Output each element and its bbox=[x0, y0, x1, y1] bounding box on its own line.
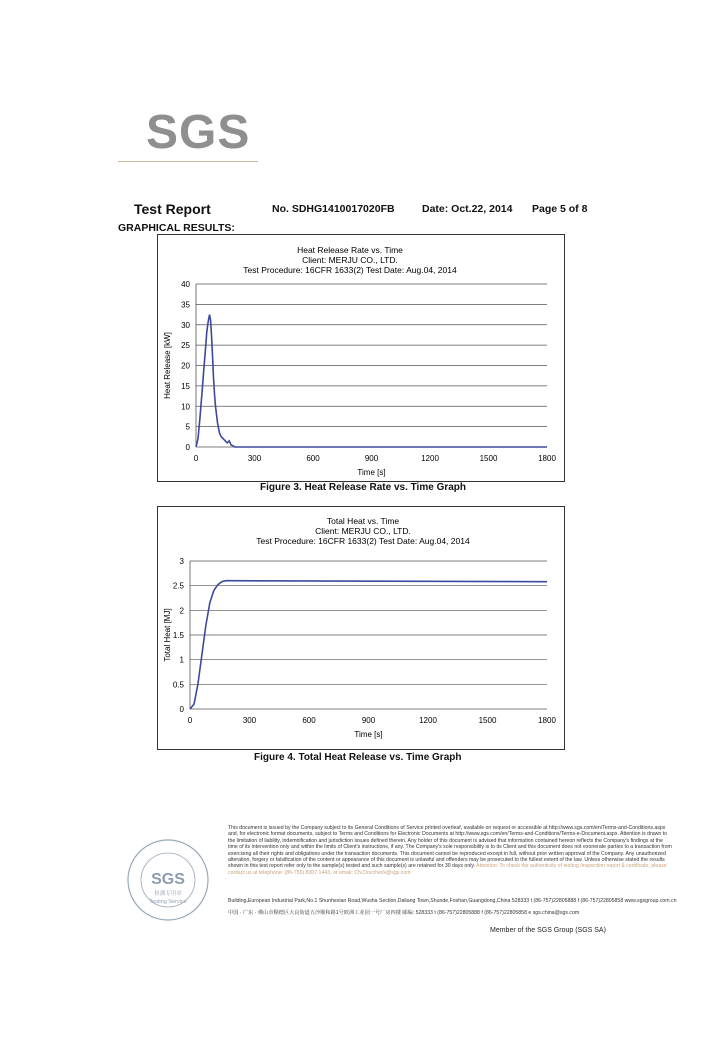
x-tick-label: 1200 bbox=[421, 454, 439, 463]
report-date: Date: Oct.22, 2014 bbox=[422, 203, 513, 215]
y-tick-label: 1.5 bbox=[172, 631, 184, 640]
y-tick-label: 1 bbox=[179, 655, 184, 665]
x-tick-label: 1500 bbox=[478, 716, 497, 725]
y-tick-label: 30 bbox=[181, 320, 190, 330]
y-tick-label: 0 bbox=[179, 705, 184, 714]
y-tick-label: 2.5 bbox=[172, 581, 184, 591]
chart-subtitle-client: Client: MERJU CO., LTD. bbox=[315, 526, 411, 536]
y-tick-label: 5 bbox=[185, 422, 190, 432]
y-tick-label: 40 bbox=[181, 280, 190, 289]
y-tick-label: 10 bbox=[181, 402, 190, 412]
x-tick-label: 1800 bbox=[538, 716, 556, 725]
x-tick-label: 600 bbox=[302, 716, 316, 725]
report-title: Test Report bbox=[134, 201, 211, 217]
stamp-line1: 检测专用章 bbox=[154, 891, 182, 897]
total-heat-chart bbox=[157, 506, 565, 750]
testing-service-stamp bbox=[112, 828, 224, 940]
x-tick-label: 900 bbox=[361, 716, 376, 725]
sgs-logo bbox=[118, 105, 258, 165]
series-line bbox=[190, 581, 547, 709]
x-tick-label: 300 bbox=[247, 454, 262, 463]
y-tick-label: 15 bbox=[181, 381, 190, 391]
page-indicator: Page 5 of 8 bbox=[532, 203, 588, 215]
address-english: Building,European Industrial Park,No.1 Shunhexian Road,Wusha Section,Daliang Town,Shunde,Foshan,Guangdong,China 528333 t (86-757)22805888 f (86-757)22805858 www.sgsgroup.com.cn bbox=[228, 898, 677, 904]
y-tick-label: 25 bbox=[181, 341, 190, 351]
y-tick-label: 2 bbox=[179, 606, 184, 616]
x-tick-label: 1200 bbox=[419, 716, 437, 725]
x-axis-label: Time [s] bbox=[354, 730, 383, 739]
chart-subtitle-procedure: Test Procedure: 16CFR 1633(2) Test Date: Aug.04, 2014 bbox=[243, 265, 457, 275]
y-tick-label: 3 bbox=[179, 557, 184, 566]
authenticity-notice: Attention: To check the authenticity of testing /inspection report & certificate, please contact us at telephone: (86-755) 8307 1443, or email: CN.Doccheck@sgs.com bbox=[228, 863, 667, 876]
x-tick-label: 1800 bbox=[538, 454, 556, 463]
y-tick-label: 0.5 bbox=[172, 680, 184, 690]
chart-title: Heat Release Rate vs. Time bbox=[297, 245, 403, 255]
y-axis-label: Heat Release [kW] bbox=[163, 332, 172, 399]
x-tick-label: 600 bbox=[306, 454, 320, 463]
x-axis-label: Time [s] bbox=[357, 468, 386, 477]
x-tick-label: 0 bbox=[193, 454, 199, 463]
y-tick-label: 35 bbox=[181, 300, 190, 310]
x-tick-label: 0 bbox=[187, 716, 193, 725]
logo-text: SGS bbox=[146, 106, 251, 159]
logo-underline bbox=[118, 161, 258, 162]
x-tick-label: 900 bbox=[364, 454, 379, 463]
y-tick-label: 20 bbox=[181, 361, 190, 371]
chart-subtitle-client: Client: MERJU CO., LTD. bbox=[302, 255, 398, 265]
sgs-group-membership: Member of the SGS Group (SGS SA) bbox=[490, 927, 606, 934]
address-chinese: 中国 · 广东 · 佛山市顺德区大良街道五沙顺和路1号欧洲工业园一号厂房四楼 邮编: 528333 t (86-757)22805888 f (86-757)22805858 e sgs.china@sgs.com bbox=[228, 910, 580, 916]
disclaimer-text: This document is issued by the Company subject to its General Conditions of Service printed overleaf, available on request or accessible at http://www.sgs.com/en/Terms-and-Conditions.aspx and, for electronic format documents, subject to Terms and Conditions for Electronic Documents at http://www.sgs.com/en/Terms-and-Conditions/Terms-e-Document.aspx. Attention is drawn to the limitation of liability, indemnification and jurisdiction issues defined therein. Any holder of this document is advised that information contained hereon reflects the Company's findings at the time of its intervention only and within the limits of Client's instructions, if any. The Company's sole responsibility is to its Client and this document does not exonerate parties to a transaction from exercising all their rights and obligations under the transaction documents. This document cannot be reproduced except in full, without prior written approval of the Company. Any unauthorized alteration, forgery or falsification of the content or appearance of this document is unlawful and offenders may be prosecuted to the fullest extent of the law. Unless otherwise stated the results shown in this test report refer only to the sample(s) tested and such sample(s) are retained for 30 days only. bbox=[228, 825, 672, 870]
section-heading: GRAPHICAL RESULTS: bbox=[118, 222, 235, 234]
stamp-line2: Testing Service bbox=[149, 899, 187, 905]
x-tick-label: 1500 bbox=[479, 454, 498, 463]
y-axis-label: Total Heat [MJ] bbox=[163, 608, 172, 662]
y-tick-label: 0 bbox=[185, 443, 190, 452]
terms-disclaimer bbox=[228, 825, 673, 876]
chart-title: Total Heat vs. Time bbox=[326, 516, 400, 526]
chart-subtitle-procedure: Test Procedure: 16CFR 1633(2) Test Date: Aug.04, 2014 bbox=[256, 536, 470, 546]
heat-release-rate-svg bbox=[158, 235, 564, 481]
figure-3-caption: Figure 3. Heat Release Rate vs. Time Graph bbox=[260, 482, 467, 493]
figure-4-caption: Figure 4. Total Heat Release vs. Time Graph bbox=[254, 752, 462, 763]
x-tick-label: 300 bbox=[242, 716, 257, 725]
total-heat-svg bbox=[158, 507, 564, 749]
report-number: No. SDHG1410017020FB bbox=[272, 203, 395, 215]
heat-release-rate-chart bbox=[157, 234, 565, 482]
series-line bbox=[196, 315, 547, 447]
stamp-center-text: SGS bbox=[151, 871, 185, 888]
